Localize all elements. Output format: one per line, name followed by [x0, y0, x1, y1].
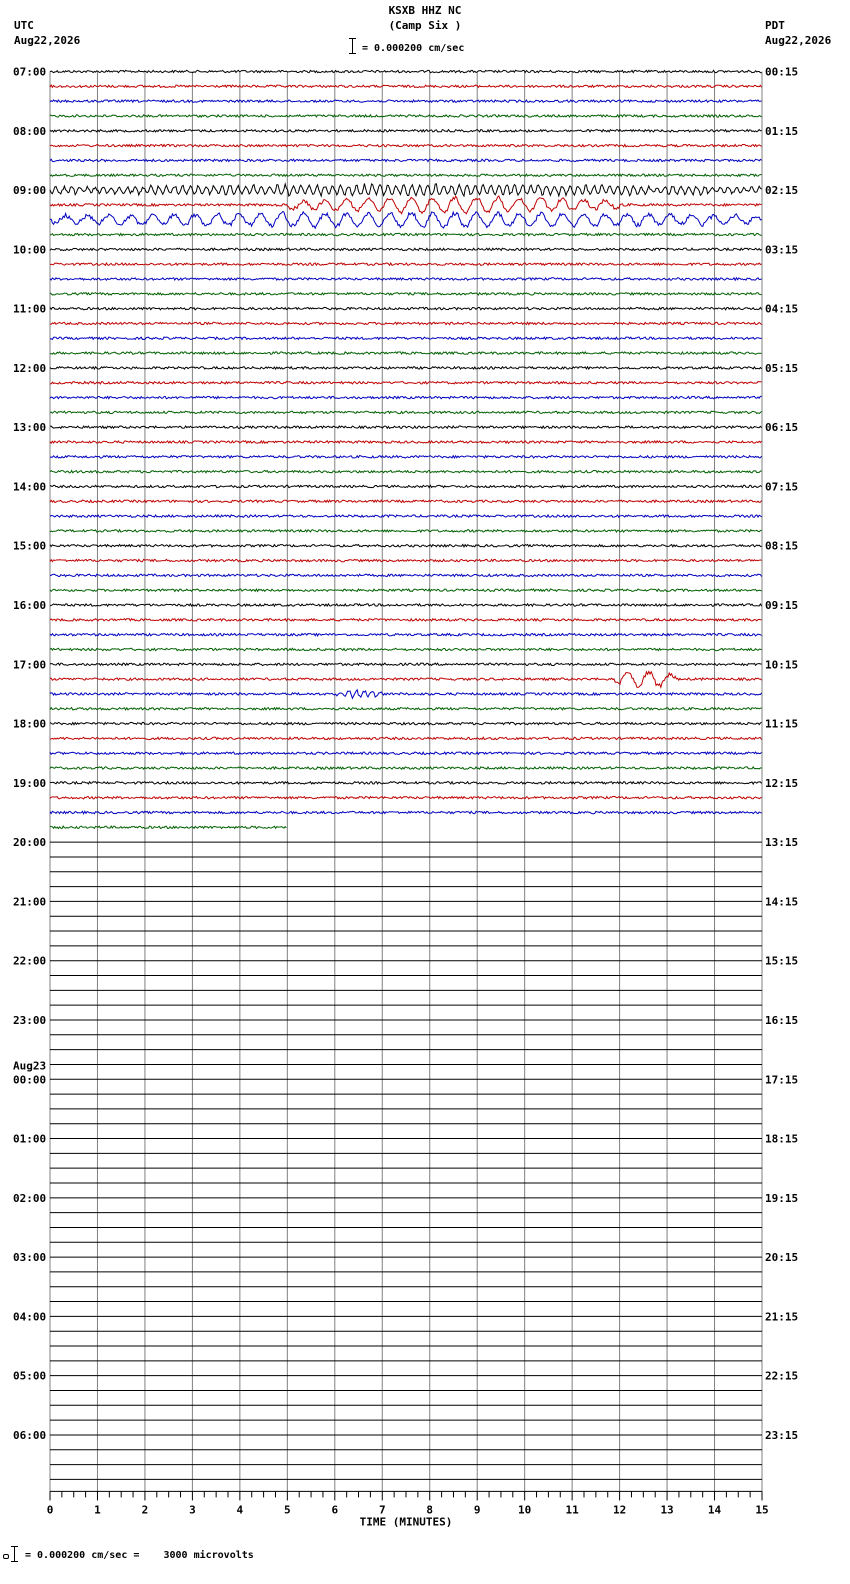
seismic-trace	[50, 367, 762, 369]
utc-hour-label: 19:00	[13, 776, 47, 790]
footer-mark-icon	[3, 1554, 9, 1559]
pdt-hour-label: 02:15	[765, 184, 799, 198]
site-subtitle: (Camp Six )	[388, 19, 462, 32]
date-change-label: Aug23	[13, 1059, 47, 1073]
pdt-hour-label: 21:15	[765, 1310, 799, 1324]
utc-hour-label: 02:00	[13, 1191, 47, 1205]
left-date: Aug22,2026	[14, 34, 81, 47]
pdt-hour-label: 05:15	[765, 361, 799, 375]
seismic-trace	[50, 708, 762, 710]
utc-hour-label: 18:00	[13, 717, 47, 731]
seismic-trace	[50, 545, 762, 547]
x-tick-label: 14	[707, 1503, 722, 1517]
seismic-trace	[50, 485, 762, 487]
seismic-trace	[50, 248, 762, 250]
pdt-hour-label: 01:15	[765, 124, 799, 138]
seismic-trace	[50, 278, 762, 280]
x-tick-label: 5	[284, 1503, 291, 1517]
pdt-hour-label: 22:15	[765, 1369, 799, 1383]
pdt-hour-label: 06:15	[765, 421, 799, 435]
x-axis-label: TIME (MINUTES)	[359, 1515, 453, 1529]
seismic-trace	[50, 826, 286, 828]
seismic-trace	[50, 515, 762, 517]
pdt-hour-label: 18:15	[765, 1132, 799, 1146]
pdt-hour-label: 20:15	[765, 1251, 799, 1265]
pdt-hour-label: 23:15	[765, 1428, 799, 1442]
pdt-hour-label: 10:15	[765, 658, 799, 672]
utc-hour-label: 15:00	[13, 539, 47, 553]
x-tick-label: 1	[94, 1503, 101, 1517]
x-tick-label: 13	[660, 1503, 674, 1517]
seismic-trace	[50, 634, 762, 636]
seismic-trace	[50, 441, 762, 443]
x-tick-label: 10	[518, 1503, 532, 1517]
utc-hour-label: 11:00	[13, 302, 47, 316]
seismic-trace	[50, 212, 762, 229]
seismic-trace	[50, 144, 762, 146]
seismic-trace	[50, 352, 762, 354]
utc-hour-label: 01:00	[13, 1132, 47, 1146]
seismic-trace	[50, 470, 762, 472]
right-timezone: PDT	[765, 19, 785, 32]
seismic-trace	[50, 737, 762, 739]
seismic-trace	[50, 690, 762, 699]
utc-hour-label: 10:00	[13, 243, 47, 257]
seismic-trace	[50, 411, 762, 413]
seismic-trace	[50, 574, 762, 576]
seismic-trace	[50, 619, 762, 621]
seismic-trace	[50, 100, 762, 102]
seismic-trace	[50, 322, 762, 324]
seismic-trace	[50, 159, 762, 161]
pdt-hour-label: 09:15	[765, 599, 799, 613]
utc-hour-label: 14:00	[13, 480, 47, 494]
x-tick-label: 15	[755, 1503, 769, 1517]
pdt-hour-label: 14:15	[765, 895, 799, 909]
utc-hour-label: 00:00	[13, 1073, 47, 1087]
utc-hour-label: 06:00	[13, 1428, 47, 1442]
pdt-hour-label: 07:15	[765, 480, 799, 494]
seismic-trace	[50, 307, 762, 309]
utc-hour-label: 22:00	[13, 954, 47, 968]
seismic-trace	[50, 767, 762, 769]
seismic-trace	[50, 293, 762, 295]
seismic-trace	[50, 722, 762, 724]
footer-scale-note: = 0.000200 cm/sec = 3000 microvolts	[25, 1550, 254, 1561]
x-tick-label: 8	[426, 1503, 434, 1517]
utc-hour-label: 05:00	[13, 1369, 47, 1383]
footer-scale-bar-icon	[11, 1546, 18, 1562]
seismic-trace	[50, 70, 762, 72]
seismic-trace	[50, 604, 762, 606]
pdt-hour-label: 16:15	[765, 1013, 799, 1027]
seismic-trace	[50, 530, 762, 532]
seismic-trace	[50, 559, 762, 561]
seismic-trace	[50, 174, 762, 176]
utc-hour-label: 09:00	[13, 184, 47, 198]
seismic-trace	[50, 589, 762, 591]
seismic-trace	[50, 184, 762, 197]
utc-hour-label: 13:00	[13, 421, 47, 435]
seismic-trace	[50, 130, 762, 132]
seismic-trace	[50, 752, 762, 754]
seismic-trace	[50, 337, 762, 339]
x-tick-label: 6	[331, 1503, 339, 1517]
pdt-hour-label: 03:15	[765, 243, 799, 257]
pdt-hour-label: 04:15	[765, 302, 799, 316]
utc-hour-label: 23:00	[13, 1013, 47, 1027]
x-tick-label: 11	[565, 1503, 579, 1517]
pdt-hour-label: 08:15	[765, 539, 799, 553]
pdt-hour-label: 17:15	[765, 1073, 799, 1087]
utc-hour-label: 20:00	[13, 836, 47, 850]
utc-hour-label: 12:00	[13, 361, 47, 375]
seismic-trace	[50, 797, 762, 799]
seismic-trace	[50, 426, 762, 428]
x-tick-label: 7	[378, 1503, 386, 1517]
seismic-trace	[50, 115, 762, 117]
pdt-hour-label: 12:15	[765, 776, 799, 790]
x-tick-label: 9	[473, 1503, 481, 1517]
utc-hour-label: 08:00	[13, 124, 47, 138]
pdt-hour-label: 13:15	[765, 836, 799, 850]
utc-hour-label: 03:00	[13, 1251, 47, 1265]
pdt-hour-label: 00:15	[765, 65, 799, 79]
utc-hour-label: 16:00	[13, 599, 47, 613]
x-tick-label: 3	[189, 1503, 196, 1517]
seismic-trace	[50, 500, 762, 502]
seismic-trace	[50, 648, 762, 650]
scale-label: = 0.000200 cm/sec	[362, 43, 465, 54]
right-date: Aug22,2026	[765, 34, 832, 47]
seismic-trace	[50, 811, 762, 813]
seismic-trace	[50, 782, 762, 784]
x-tick-label: 12	[612, 1503, 627, 1517]
seismic-trace	[50, 85, 762, 87]
seismic-trace	[50, 196, 762, 214]
x-tick-label: 4	[236, 1503, 244, 1517]
utc-hour-label: 04:00	[13, 1310, 47, 1324]
pdt-hour-label: 19:15	[765, 1191, 799, 1205]
x-tick-label: 0	[46, 1503, 54, 1517]
seismic-trace	[50, 382, 762, 384]
seismic-trace	[50, 456, 762, 458]
left-timezone: UTC	[14, 19, 34, 32]
utc-hour-label: 21:00	[13, 895, 47, 909]
utc-hour-label: 17:00	[13, 658, 47, 672]
pdt-hour-label: 11:15	[765, 717, 799, 731]
seismic-trace	[50, 663, 762, 665]
seismic-trace	[50, 233, 762, 235]
utc-hour-label: 07:00	[13, 65, 47, 79]
seismic-trace	[50, 263, 762, 265]
x-tick-label: 2	[141, 1503, 149, 1517]
pdt-hour-label: 15:15	[765, 954, 799, 968]
seismic-trace	[50, 396, 762, 398]
seismic-trace	[50, 672, 762, 688]
station-title: KSXB HHZ NC	[388, 4, 462, 17]
